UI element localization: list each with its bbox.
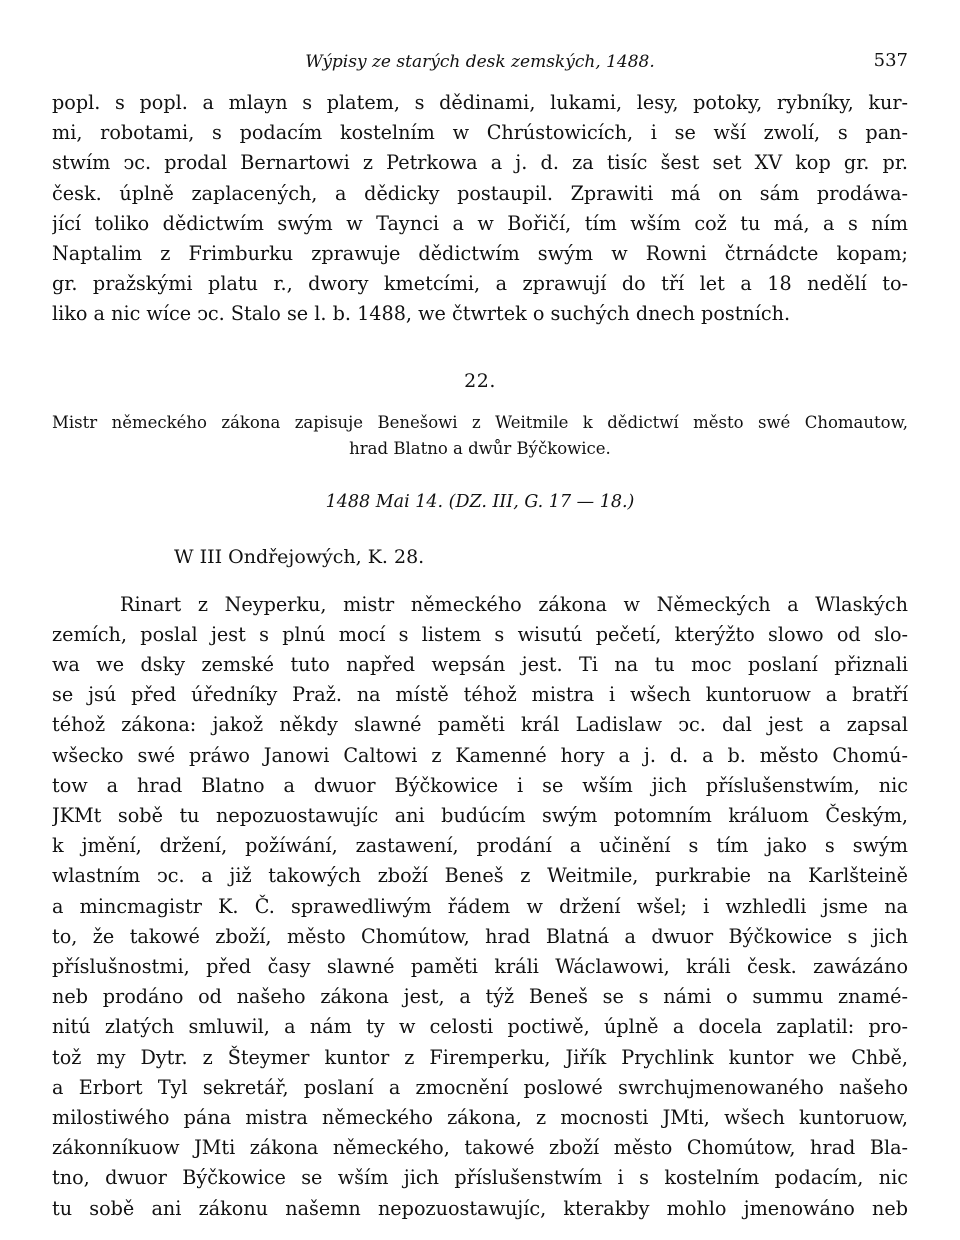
regest-line: Mistr německého zákona zapisuje Benešowi z Weitmile k dědictwí město swé Chomautow, xyxy=(52,412,908,432)
text-line: milostiwého pána mistra německého zákona, z mocnosti JMti, wšech kuntoruow, xyxy=(52,1106,908,1130)
text-line: Naptalim z Frimburku zprawuje dědictwím swým w Rowni čtrnádcte kopam; xyxy=(52,242,908,266)
text-line: téhož zákona: jakož někdy slawné paměti král Ladislaw ͻc. dal jest a zapsal xyxy=(52,713,908,737)
text-line: JKMt sobě tu nepozuostawujíc ani budúcím swým potomním králuom Českým, xyxy=(52,804,908,828)
text-line: tow a hrad Blatno a dwuor Býčkowice i se wším jich příslušenstwím, nic xyxy=(52,773,908,797)
regest-line: hrad Blatno a dwůr Býčkowice. xyxy=(349,438,611,458)
text-line: tu sobě ani zákonu našemn nepozuostawujíc, kterakby mohlo jmenowáno neb xyxy=(52,1196,908,1220)
document-number: 22. xyxy=(464,369,496,392)
text-line: wšecko swé práwo Janowi Caltowi z Kamenné hory a j. d. a b. město Chomú- xyxy=(52,743,908,767)
text-line: wa we dsky zemské tuto napřed wepsán jest. Ti na tu moc poslaní přiznali xyxy=(52,653,908,677)
running-title: Wýpisy ze starých desk zemských, 1488. xyxy=(305,52,655,72)
text-line: tno, dwuor Býčkowice se wším jich příslušenstwím i s kostelním podacím, nic xyxy=(52,1166,908,1190)
text-line: jící toliko dědictwím swým w Taynci a w Bořičí, tím wším což tu má, a s ním xyxy=(52,211,908,235)
text-line: gr. pražskými platu r., dwory kmetcími, a zprawují do tří let a 18 nedělí to- xyxy=(52,272,908,296)
archive-reference: W III Ondřejowých, K. 28. xyxy=(174,545,425,568)
text-line: příslušnostmi, před časy slawné paměti králi Wáclawowi, králi česk. zawázáno xyxy=(52,955,908,979)
document-regest xyxy=(52,410,908,462)
text-line: stwím ͻc. prodal Bernartowi z Petrkowa a j. d. za tisíc šest set XV kop gr. pr. xyxy=(52,151,908,175)
text-line: se jsú před úředníky Praž. na místě téhož mistra i wšech kuntoruow a bratří xyxy=(52,683,908,707)
text-line: a mincmagistr K. Č. sprawedliwým řádem w držení wšel; i wzhledli jsme na xyxy=(52,894,908,918)
document-text xyxy=(52,590,908,1224)
text-line: nitú zlatých smluwil, a nám ty w celosti poctiwě, úplně a docela zaplatil: pro- xyxy=(52,1015,908,1039)
text-line: liko a nic wíce ͻc. Stalo se l. b. 1488, we čtwrtek o suchých dnech postních. xyxy=(52,302,791,326)
text-line: to, že takowé zboží, město Chomútow, hrad Blatná a dwuor Býčkowice s jich xyxy=(52,924,908,948)
document-date: 1488 Mai 14. (DZ. III, G. 17 — 18.) xyxy=(325,491,635,512)
text-line: česk. úplně zaplacených, a dědicky postaupil. Zprawiti má on sám prodáwa- xyxy=(52,181,908,205)
text-line: neb prodáno od našeho zákona jest, a týž Beneš se s námi o summu znamé- xyxy=(52,985,908,1009)
text-line: zemích, poslal jest s plnú mocí s listem s wisutú pečetí, kterýžto slowo od slo- xyxy=(52,622,908,646)
text-line: Rinart z Neyperku, mistr německého zákona w Německých a Wlaských xyxy=(120,592,908,616)
text-line: popl. s popl. a mlayn s platem, s dědinami, lukami, lesy, potoky, rybníky, kur- xyxy=(52,91,908,114)
text-line: mi, robotami, s podacím kostelním w Chrústowicích, i se wší zwolí, s pan- xyxy=(52,121,908,145)
text-line: a Erbort Tyl sekretář, poslaní a zmocnění poslowé swrchujmenowaného našeho xyxy=(52,1075,908,1099)
document-page xyxy=(52,48,908,1224)
text-line: tož my Dytr. z Šteymer kuntor z Firemperku, Jiřík Prychlink kuntor we Chbě, xyxy=(52,1045,908,1069)
page-number: 537 xyxy=(873,50,908,71)
text-line: k jmění, držení, požíwání, zastawení, prodání a učinění s tím jako s swým xyxy=(52,834,908,858)
text-line: wlastním ͻc. a již takowých zboží Beneš z Weitmile, purkrabie na Karlšteině xyxy=(52,864,908,888)
text-line: zákonníkuow JMti zákona německého, takowé zboží město Chomútow, hrad Bla- xyxy=(52,1136,908,1160)
paragraph-continuation xyxy=(52,88,908,330)
running-head xyxy=(52,48,908,78)
